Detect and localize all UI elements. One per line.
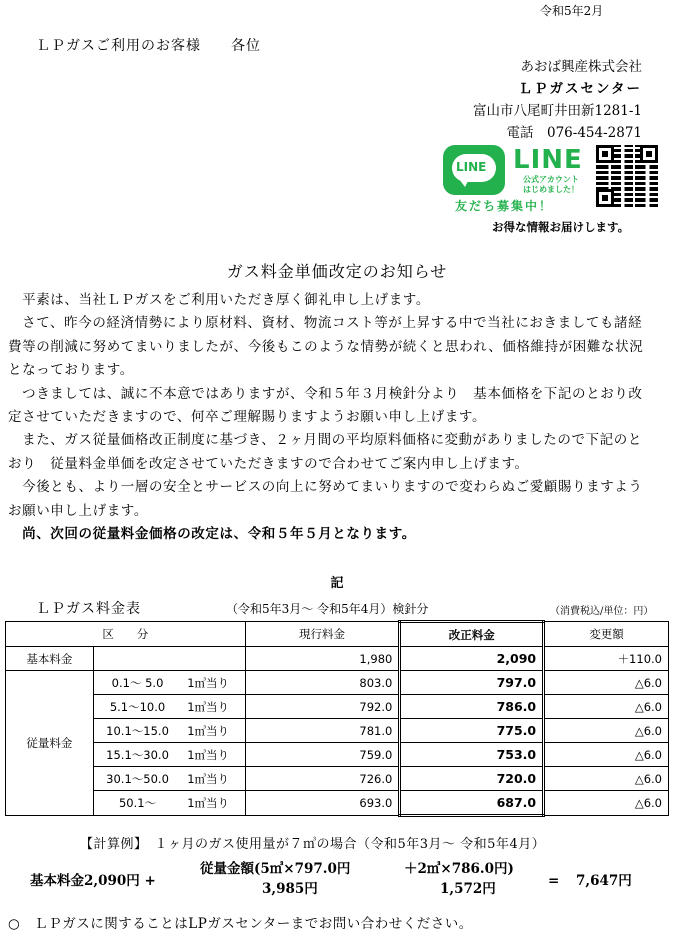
line-brand: LINE <box>513 145 583 175</box>
usage-range: 10.1～15.0 <box>93 719 181 743</box>
usage-change: △6.0 <box>544 791 669 816</box>
company-phone: 電話 076-454-2871 <box>506 125 642 141</box>
usage-range: 30.1～50.0 <box>93 767 181 791</box>
header-category: 区 分 <box>6 622 246 647</box>
calc-total: 7,647円 <box>576 873 632 889</box>
calc-heading: 【計算例】 １ヶ月のガス使用量が７㎥の場合（令和5年3月～ 令和5年4月） <box>80 837 546 852</box>
calc-usage-part2: ＋2㎥×786.0円) <box>404 861 514 877</box>
table-title: ＬＰガス料金表 <box>36 601 141 617</box>
basic-current: 1,980 <box>245 647 400 671</box>
usage-revised: 687.0 <box>400 791 544 816</box>
table-row-basic <box>6 647 669 671</box>
table-period: （令和5年3月～ 令和5年4月）検針分 <box>226 602 429 616</box>
calc-basic: 基本料金2,090円 + <box>30 873 156 889</box>
usage-unit: 1㎥当り <box>181 791 245 816</box>
usage-revised: 720.0 <box>400 767 544 791</box>
usage-range: 15.1～30.0 <box>93 743 181 767</box>
usage-change: △6.0 <box>544 767 669 791</box>
usage-range: 0.1～ 5.0 <box>93 671 181 695</box>
table-row <box>6 671 669 695</box>
calc-usage-label: 従量金額(5㎥×797.0円 <box>200 861 351 877</box>
basic-revised: 2,090 <box>400 647 544 671</box>
header-revised: 改正料金 <box>400 622 544 647</box>
header-change: 変更額 <box>544 622 669 647</box>
notice-body <box>8 289 648 546</box>
basic-label: 基本料金 <box>6 647 94 671</box>
calc-equals: = <box>548 873 560 889</box>
footer-note: ○ ＬＰガスに関することはLPガスセンターまでお問い合わせください。 <box>8 916 473 932</box>
table-row <box>6 791 669 816</box>
paragraph: 今後とも、より一層の安全とサービスの向上に努めてまいりますので変わらぬご愛顧賜りますようお願い申し上げます。 <box>8 479 643 519</box>
usage-current: 693.0 <box>245 791 400 816</box>
qr-code-icon[interactable] <box>596 145 658 207</box>
company-name: あおば興産株式会社 <box>520 59 642 75</box>
line-note: お得な情報お届けします。 <box>492 220 630 234</box>
table-row <box>6 695 669 719</box>
header-current: 現行料金 <box>245 622 400 647</box>
usage-current: 759.0 <box>245 743 400 767</box>
usage-unit: 1㎥当り <box>181 719 245 743</box>
usage-revised: 786.0 <box>400 695 544 719</box>
usage-current: 792.0 <box>245 695 400 719</box>
fee-table <box>5 620 669 817</box>
line-sub-1: 公式アカウント <box>523 175 579 184</box>
calc-sub1: 3,985円 <box>262 881 318 897</box>
usage-revised: 753.0 <box>400 743 544 767</box>
usage-range: 50.1～ <box>93 791 181 816</box>
ki-heading: 記 <box>330 576 344 591</box>
usage-unit: 1㎥当り <box>181 671 245 695</box>
line-promo <box>443 145 658 215</box>
table-header-row <box>6 622 669 647</box>
usage-current: 803.0 <box>245 671 400 695</box>
usage-unit: 1㎥当り <box>181 743 245 767</box>
line-friend-text: 友だち募集中！ <box>455 199 554 213</box>
paragraph: つきましては、誠に不本意ではありますが、令和５年３月検針分より 基本価格を下記のとおり改定させていただきますので、何卒ご理解賜りますようお願い申し上げます。 <box>8 385 643 426</box>
usage-current: 726.0 <box>245 767 400 791</box>
notice-title: ガス料金単価改定のお知らせ <box>226 262 448 281</box>
table-row <box>6 767 669 791</box>
usage-range: 5.1～10.0 <box>93 695 181 719</box>
usage-current: 781.0 <box>245 719 400 743</box>
usage-change: △6.0 <box>544 671 669 695</box>
usage-change: △6.0 <box>544 719 669 743</box>
line-logo-text: LINE <box>456 160 487 174</box>
usage-change: △6.0 <box>544 743 669 767</box>
next-revision-note: 尚、次回の従量料金価格の改定は、令和５年５月となります。 <box>8 526 416 543</box>
calc-sub2: 1,572円 <box>440 881 496 897</box>
usage-label: 従量料金 <box>6 671 94 816</box>
table-row <box>6 743 669 767</box>
line-sub-text <box>523 175 579 195</box>
basic-change: ＋110.0 <box>544 647 669 671</box>
line-logo-icon <box>443 145 505 195</box>
usage-change: △6.0 <box>544 695 669 719</box>
paragraph: また、ガス従量価格改正制度に基づき、２ヶ月間の平均原料価格に変動がありましたので下記のとおり 従量料金単価を改定させていただきますので合わせてご案内申し上げます。 <box>8 432 642 472</box>
line-sub-2: はじめました！ <box>523 185 579 194</box>
paragraph: 平素は、当社ＬＰガスをご利用いただき厚く御礼申し上げます。 <box>8 292 430 308</box>
usage-revised: 797.0 <box>400 671 544 695</box>
usage-unit: 1㎥当り <box>181 695 245 719</box>
paragraph: さて、昨今の経済情勢により原材料、資材、物流コスト等が上昇する中で当社におきましても諸経費等の削減に努めてまいりましたが、今後もこのような情勢が続くと思われ、価格維持が困難な状況となっております。 <box>8 315 644 379</box>
usage-unit: 1㎥当り <box>181 767 245 791</box>
company-block <box>473 56 642 144</box>
addressee: ＬＰガスご利用のお客様 各位 <box>36 38 261 54</box>
table-row <box>6 719 669 743</box>
company-address: 富山市八尾町井田新1281-1 <box>472 103 642 119</box>
usage-revised: 775.0 <box>400 719 544 743</box>
table-tax-note: （消費税込/単位：円） <box>550 606 654 617</box>
center-name: ＬＰガスセンター <box>518 81 642 97</box>
issue-date: 令和5年2月 <box>540 4 604 18</box>
